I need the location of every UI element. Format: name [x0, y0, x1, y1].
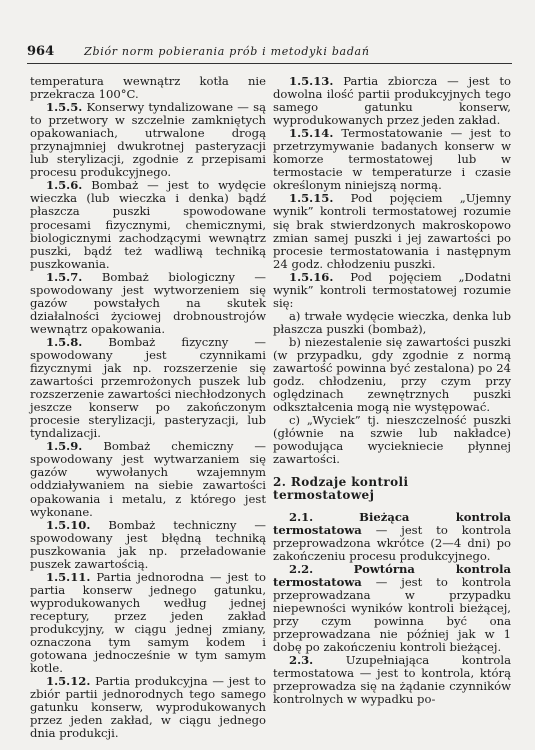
list-item-c: c) „Wyciek” tj. nieszczelność puszki (głównie na szwie lub nakładce) powodująca wyciekniecie płynnej zawartości.: [273, 413, 511, 467]
definition-1-5-16: 1.5.16. Pod pojęciem „Dodatni wynik” kontroli termostatowej rozumie się:: [273, 269, 512, 310]
definition-1-5-6: 1.5.6. Bombaż — jest to wydęcie wieczka (lub wieczka i denka) bądź płaszcza puszki spowodowane procesami fizycznymi, chemicznymi, biologicznymi zachodzącymi wewnątrz puszki, bądź też wadliwą techniką puszkowania.: [30, 178, 267, 271]
definition-1-5-14: 1.5.14. Termostatowanie — jest to przetrzymywanie badanych konserw w komorze termostatowej lub w termostacie w temperaturze i czasie określonym niniejszą normą.: [273, 126, 511, 193]
paragraph: temperatura wewnątrz kotła nie przekracza 100°C.: [30, 74, 266, 102]
definition-1-5-10: 1.5.10. Bombaż techniczny — spowodowany jest błędną techniką puszkowania jak np. przeładowanie puszek zawartością.: [30, 517, 266, 571]
list-item-a: a) trwałe wydęcie wieczka, denka lub płaszcza puszki (bombaż),: [273, 308, 511, 336]
section-item-2-1: 2.1. Bieżąca kontrola termostatowa — jest to kontrola przeprowadzona wkrótce (2—4 dni) po zakończeniu procesu produkcyjnego.: [273, 509, 511, 563]
definition-1-5-12: 1.5.12. Partia produkcyjna — jest to zbiór partii jednorodnych tego samego gatunku konserw, wyprodukowanych przez jeden zakład, w ciągu jednego dnia produkcji.: [30, 674, 266, 741]
page-number: 964: [27, 43, 55, 59]
definition-1-5-11: 1.5.11. Partia jednorodna — jest to partia konserw jednego gatunku, wyprodukowanych według jednej receptury, przez jeden zakład produkcyjny, w ciągu jednej zmiany, oznaczona tym samym kodem i gotowana jednocześnie w tym samym kotle.: [30, 569, 267, 676]
header-rule: [27, 63, 512, 64]
left-column: [30, 75, 266, 740]
section-item-2-3: 2.3. Uzupełniająca kontrola termostatowa — jest to kontrola, którą przeprowadza się na żądanie czynników kontrolnych w wypadku po-: [273, 653, 511, 707]
right-column: [273, 75, 511, 706]
definition-1-5-5: 1.5.5. Konserwy tyndalizowane — są to przetwory w szczelnie zamkniętych opakowaniach, utrwalone drogą przynajmniej dwukrotnej pasteryzacji lub sterylizacji, zgodnie z przepisami procesu produkcyjnego.: [30, 100, 266, 180]
running-title: Zbiór norm pobierania prób i metodyki badań: [84, 44, 370, 58]
definition-1-5-8: 1.5.8. Bombaż fizyczny — spowodowany jest czynnikami fizycznymi jak np. rozszerzenie się zawartości przemrożonych puszek lub rozszerzenie zawartości niechłodzonych jeszcze konserw po zakończonym procesie sterylizacji, pasteryzacji, lub tyndalizacji.: [30, 334, 266, 441]
list-item-b: b) niezestalenie się zawartości puszki (w przypadku, gdy zgodnie z normą zawartość powinna być zestalona) po 24 godz. chłodzeniu, przy czym przy oględzinach zewnętrznych puszki odkształcenia mogą nie występować.: [273, 334, 511, 415]
section-heading: 2. Rodzaje kontroli termostatowej: [273, 475, 409, 503]
section-item-2-2: 2.2. Powtórna kontrola termostatowa — jest to kontrola przeprowadzana w przypadku niepewności wyników kontroli bieżącej, przy czym powinna być ona przeprowadzana nie później jak w 1 dobę po zakończeniu kontroli bieżącej.: [273, 561, 512, 654]
definition-1-5-7: 1.5.7. Bombaż biologiczny — spowodowany jest wytworzeniem się gazów powstałych na skutek działalności życiowej drobnoustrojów wewnątrz opakowania.: [30, 269, 267, 336]
definition-1-5-9: 1.5.9. Bombaż chemiczny — spowodowany jest wytwarzaniem się gazów wywołanych wzajemnym oddziaływaniem na siebie zawartości opakowania i metalu, z którego jest wykonane.: [30, 439, 267, 519]
page-header: [27, 42, 513, 60]
definition-1-5-13: 1.5.13. Partia zbiorcza — jest to dowolna ilość partii produkcyjnych tego samego gatunku konserw, wyprodukowanych przez jeden zakład.: [273, 74, 512, 128]
definition-1-5-15: 1.5.15. Pod pojęciem „Ujemny wynik” kontroli termostatowej rozumie się brak stwierdzonych makroskopowo zmian samej puszki i jej zawartości po procesie termostatowania i następnym 24 godz. chłodzeniu puszki.: [273, 191, 512, 271]
